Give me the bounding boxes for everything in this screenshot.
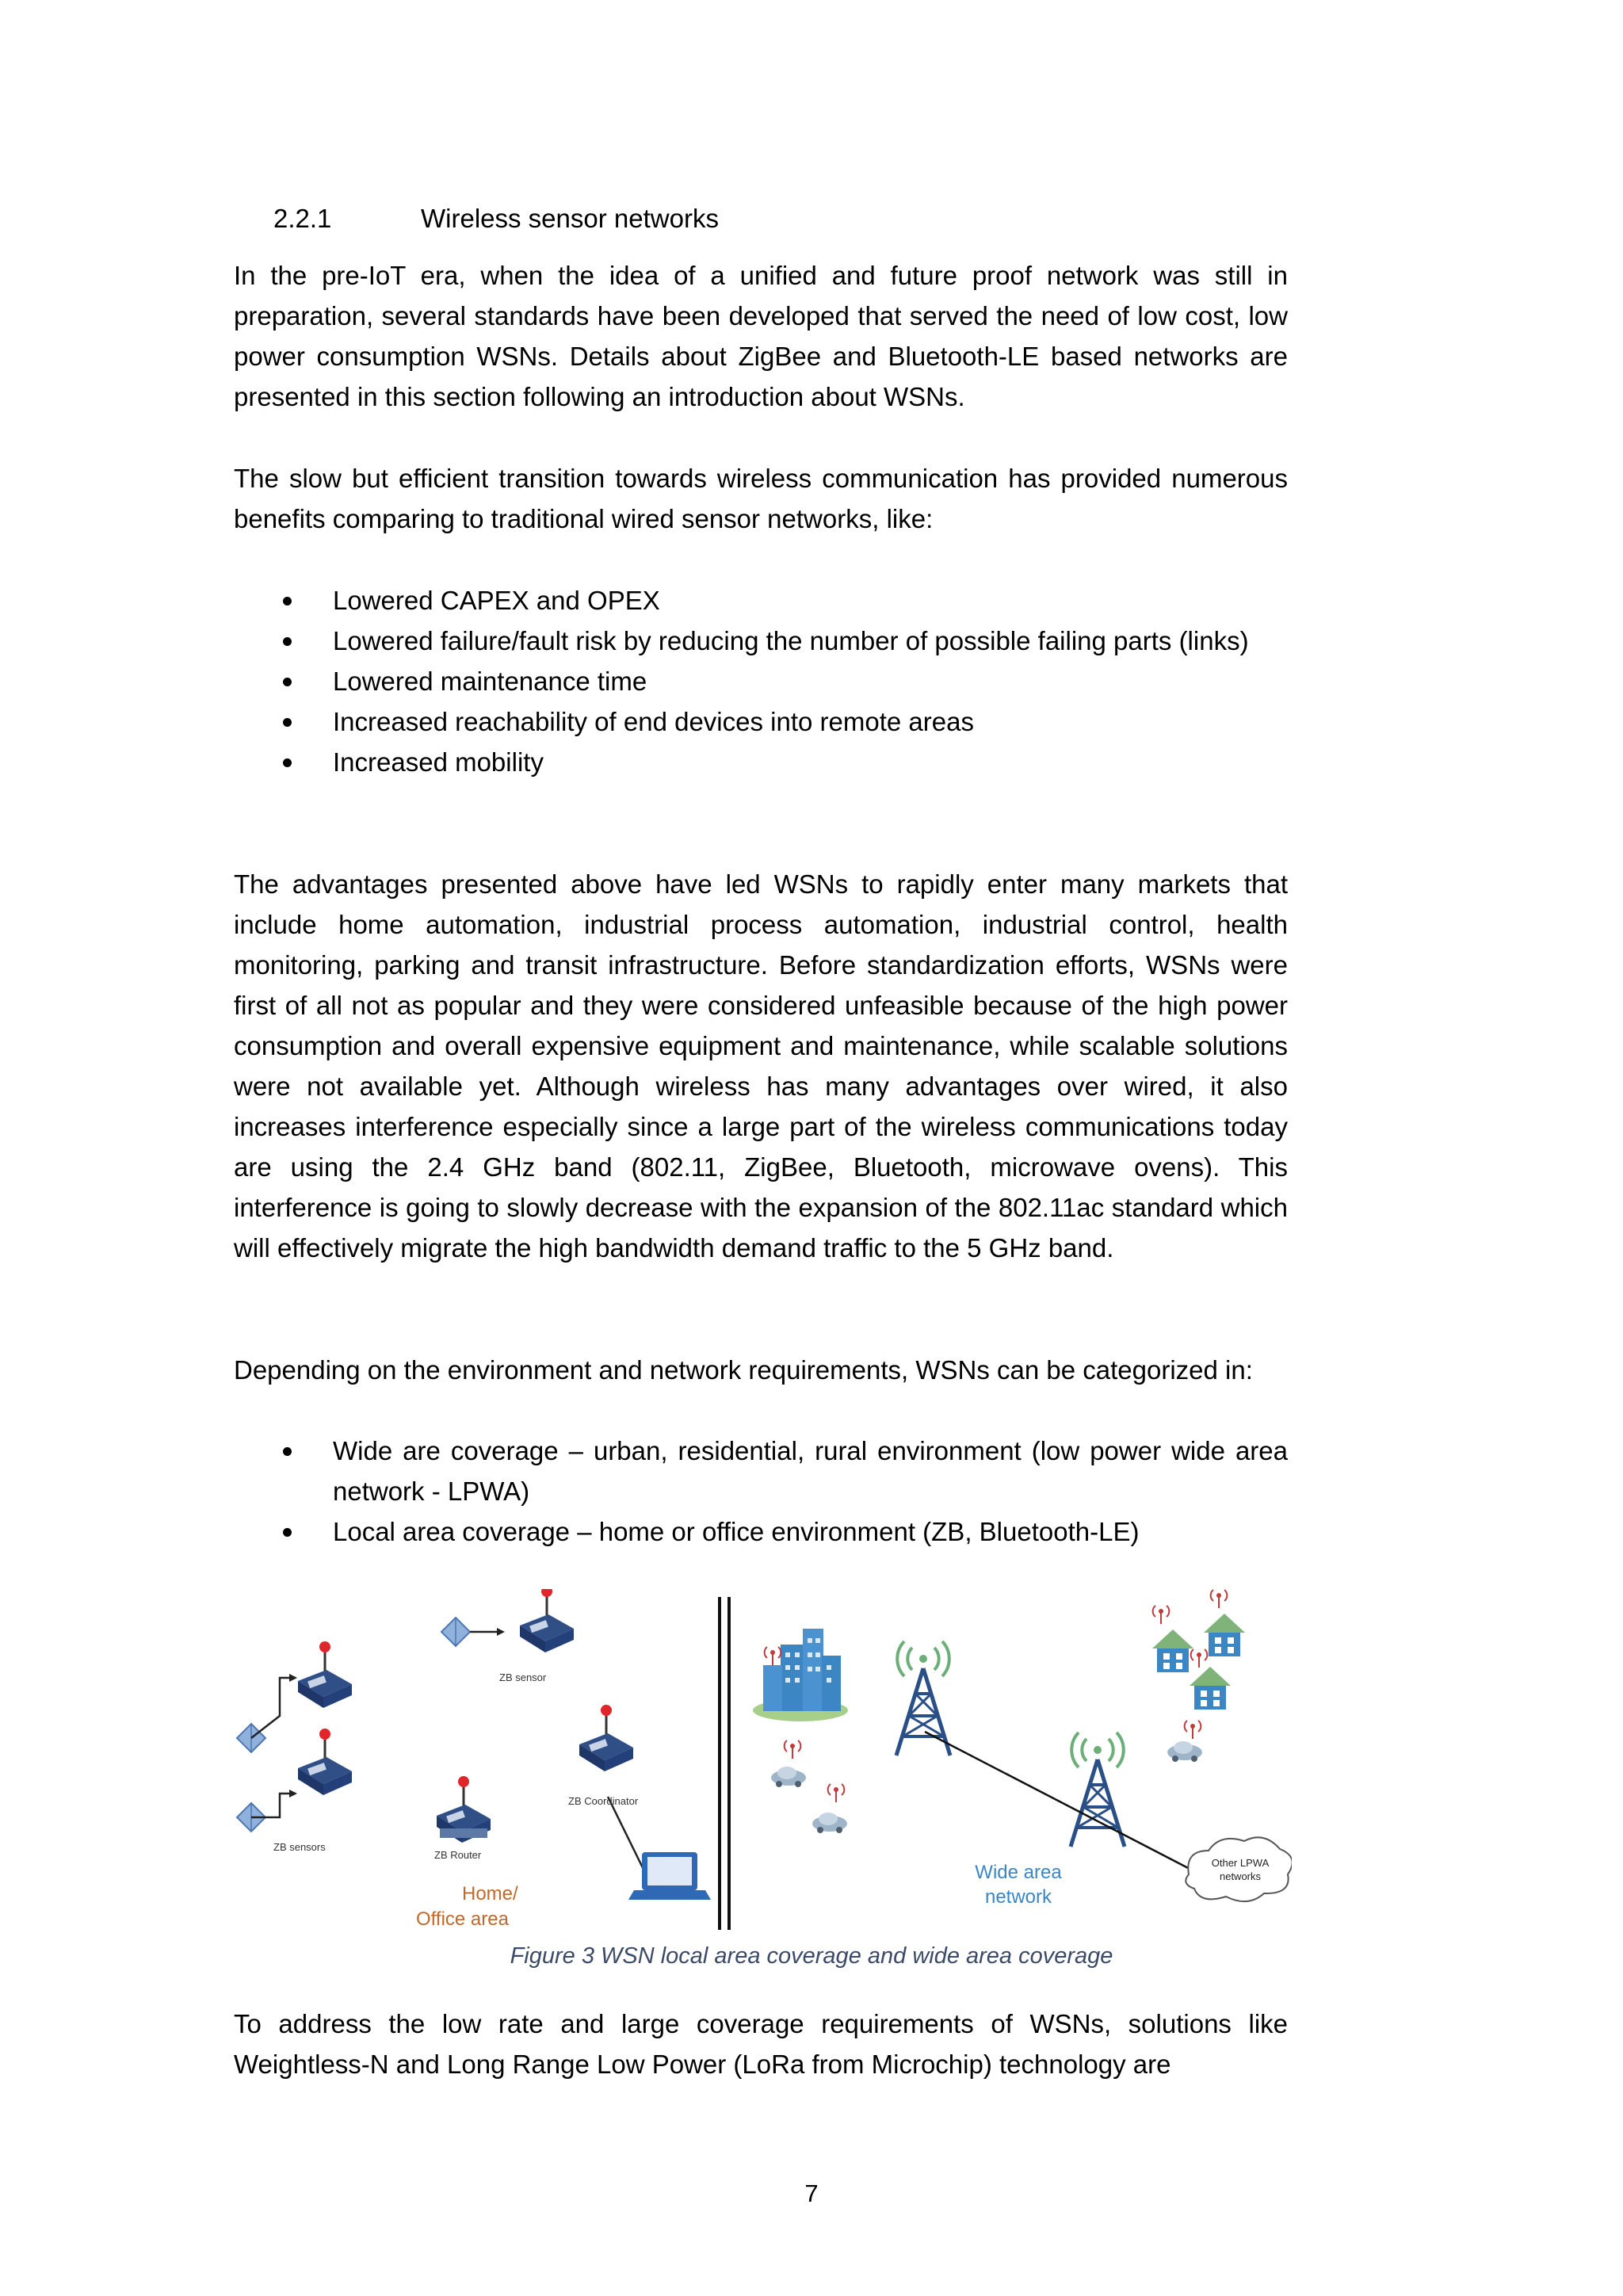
- list-item: Lowered failure/fault risk by reducing the number of possible failing parts (links): [234, 621, 1288, 661]
- wide-area-label-line2: network: [984, 1886, 1052, 1908]
- paragraph-intro: In the pre-IoT era, when the idea of a unified and future proof network was still in preparation, several standards have been developed that served the need of low cost, low power consumption WSNs. Details about ZigBee and Bluetooth-LE based networks are presented in this section following an introduction about WSNs.: [234, 261, 1288, 411]
- figure-wsn-coverage: [234, 1589, 1292, 1938]
- list-item: Increased reachability of end devices into remote areas: [234, 701, 1288, 742]
- paragraph-advantages: The advantages presented above have led WSNs to rapidly enter many markets that include home automation, industrial process automation, industrial control, health monitoring, parking and transit infrastructure. Before standardization efforts, WSNs were first of all not as popular and they were considered unfeasible because of the high power consumption and overall expensive equipment and maintenance, while scalable solutions were not available yet. Although wireless has many advantages over wired, it also increases interference especially since a large part of the wireless communications today are using the 2.4 GHz band (802.11, ZigBee, Bluetooth, microwave ovens). This interference is going to slowly decrease with the expansion of the 802.11ac standard which will effectively migrate the high bandwidth demand traffic to the 5 GHz band.: [234, 869, 1288, 1263]
- bullet-icon: [283, 678, 292, 686]
- cloud-label-line1: Other LPWA: [1211, 1857, 1270, 1869]
- zb-sensors-label: ZB sensors: [273, 1841, 326, 1853]
- paragraph-transition: The slow but efficient transition towards wireless communication has provided numerous benefits comparing to traditional wired sensor networks, like:: [234, 464, 1288, 533]
- list-item: Lowered maintenance time: [234, 661, 1288, 701]
- home-area-label-line1: Home/: [462, 1883, 518, 1904]
- cloud-label-line2: networks: [1219, 1870, 1262, 1882]
- paragraph-categories: Depending on the environment and network requirements, WSNs can be categorized in:: [234, 1355, 1253, 1385]
- benefits-list-container: [234, 580, 1288, 782]
- section-title: Wireless sensor networks: [421, 204, 719, 233]
- bullet-icon: [283, 1447, 292, 1456]
- bullet-icon: [283, 637, 292, 646]
- wide-area-diagram: [753, 1590, 1292, 1908]
- page-number: 7: [804, 2179, 819, 2207]
- local-area-diagram: [237, 1589, 711, 1930]
- list-item: Lowered CAPEX and OPEX: [234, 580, 1288, 621]
- bullet-icon: [283, 718, 292, 727]
- zb-router-label: ZB Router: [434, 1849, 482, 1861]
- section-heading: [273, 203, 719, 235]
- bullet-icon: [283, 1528, 292, 1537]
- paragraph-lpwa: To address the low rate and large coverage requirements of WSNs, solutions like Weightless-N and Long Range Low Power (LoRa from Microchip) technology are: [234, 2009, 1288, 2079]
- categories-list-container: [234, 1431, 1288, 1552]
- list-item: Increased mobility: [234, 742, 1288, 782]
- list-item: Local area coverage – home or office environment (ZB, Bluetooth-LE): [234, 1511, 1288, 1552]
- zb-coordinator-label: ZB Coordinator: [568, 1795, 639, 1807]
- zb-sensor-label: ZB sensor: [499, 1671, 547, 1683]
- section-number: 2.2.1: [273, 204, 332, 233]
- list-item: Wide are coverage – urban, residential, rural environment (low power wide area network - LPWA): [234, 1431, 1288, 1511]
- home-area-label-line2: Office area: [416, 1908, 509, 1930]
- figure-caption: Figure 3 WSN local area coverage and wide area coverage: [510, 1943, 1113, 1969]
- categories-list: [234, 1431, 1288, 1552]
- wide-area-label-line1: Wide area: [975, 1862, 1062, 1883]
- bullet-icon: [283, 597, 292, 606]
- bullet-icon: [283, 758, 292, 767]
- benefits-list: [234, 580, 1288, 782]
